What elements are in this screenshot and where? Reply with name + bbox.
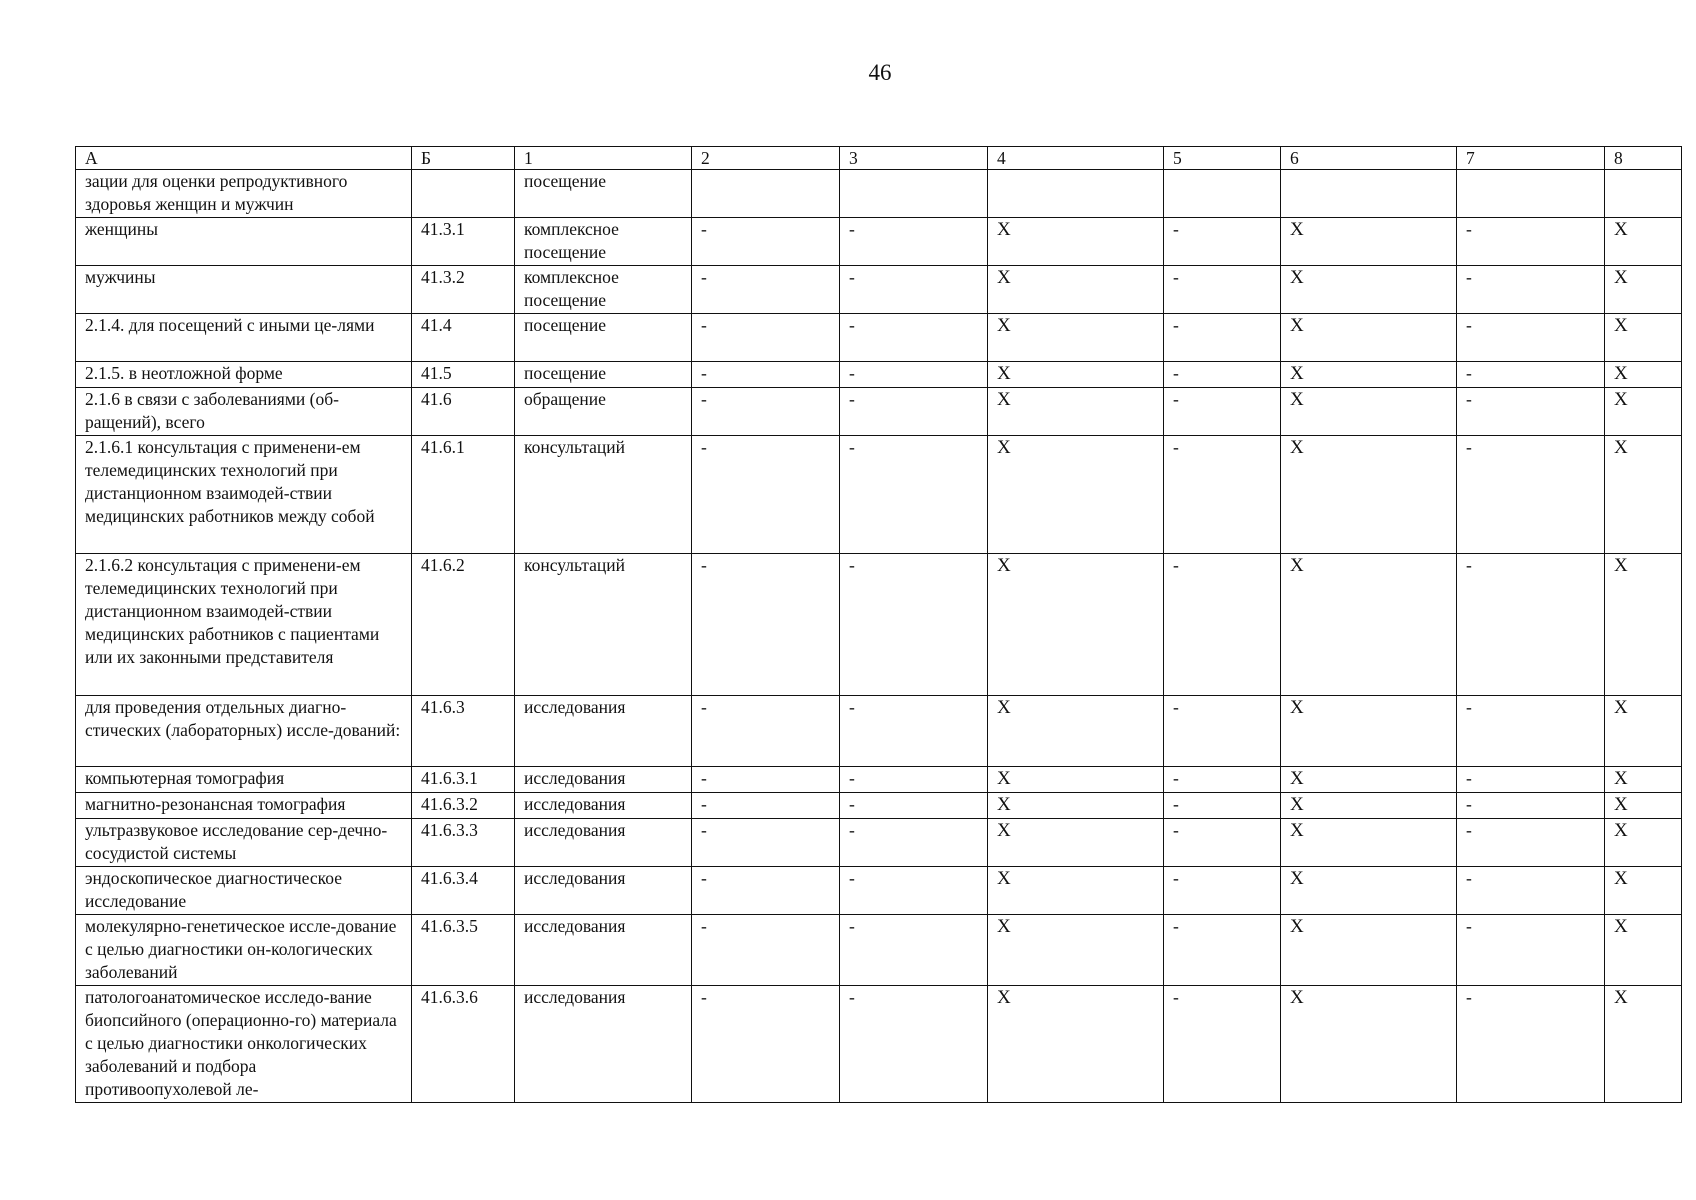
cell-col-7: - bbox=[1457, 767, 1605, 793]
cell-col-6: X bbox=[1281, 218, 1457, 266]
table-row bbox=[76, 986, 1682, 1103]
cell-col-3: - bbox=[840, 767, 988, 793]
cell-col-8: X bbox=[1605, 767, 1682, 793]
cell-col-4: X bbox=[988, 314, 1164, 362]
cell-col-8: X bbox=[1605, 915, 1682, 986]
column-header-2: 2 bbox=[692, 147, 840, 170]
cell-col-5: - bbox=[1164, 314, 1281, 362]
cell-col-6: X bbox=[1281, 388, 1457, 436]
cell-col-8: X bbox=[1605, 388, 1682, 436]
column-header-6: 6 bbox=[1281, 147, 1457, 170]
row-name: ультразвуковое исследование сер-дечно-сосудистой системы bbox=[76, 819, 412, 867]
row-code: 41.4 bbox=[412, 314, 515, 362]
cell-col-5: - bbox=[1164, 218, 1281, 266]
cell-col-5: - bbox=[1164, 362, 1281, 388]
cell-col-2: - bbox=[692, 867, 840, 915]
table-row bbox=[76, 819, 1682, 867]
cell-col-2: - bbox=[692, 986, 840, 1103]
cell-col-4: X bbox=[988, 819, 1164, 867]
row-name: зации для оценки репродуктивного здоровья женщин и мужчин bbox=[76, 170, 412, 218]
row-unit: исследования bbox=[515, 696, 692, 767]
cell-col-8: X bbox=[1605, 793, 1682, 819]
cell-col-6: X bbox=[1281, 867, 1457, 915]
cell-col-4: X bbox=[988, 793, 1164, 819]
cell-col-3: - bbox=[840, 388, 988, 436]
column-header-1: 1 bbox=[515, 147, 692, 170]
cell-col-5: - bbox=[1164, 986, 1281, 1103]
cell-col-7: - bbox=[1457, 554, 1605, 696]
cell-col-7: - bbox=[1457, 388, 1605, 436]
cell-col-2: - bbox=[692, 266, 840, 314]
cell-col-3: - bbox=[840, 218, 988, 266]
cell-col-7: - bbox=[1457, 819, 1605, 867]
cell-col-5: - bbox=[1164, 867, 1281, 915]
cell-col-5: - bbox=[1164, 436, 1281, 554]
column-header-8: 8 bbox=[1605, 147, 1682, 170]
table-row bbox=[76, 867, 1682, 915]
row-unit: комплексное посещение bbox=[515, 218, 692, 266]
cell-col-3: - bbox=[840, 696, 988, 767]
table-row bbox=[76, 266, 1682, 314]
cell-col-4: X bbox=[988, 915, 1164, 986]
cell-col-4: X bbox=[988, 554, 1164, 696]
row-name: мужчины bbox=[76, 266, 412, 314]
row-code: 41.6.3.2 bbox=[412, 793, 515, 819]
row-name: 2.1.5. в неотложной форме bbox=[76, 362, 412, 388]
table-row bbox=[76, 436, 1682, 554]
row-code: 41.6.3.3 bbox=[412, 819, 515, 867]
row-code: 41.6 bbox=[412, 388, 515, 436]
cell-col-5: - bbox=[1164, 696, 1281, 767]
table-row bbox=[76, 388, 1682, 436]
row-code: 41.6.3.4 bbox=[412, 867, 515, 915]
cell-col-2: - bbox=[692, 696, 840, 767]
cell-col-7: - bbox=[1457, 915, 1605, 986]
cell-col-2: - bbox=[692, 819, 840, 867]
table-row bbox=[76, 170, 1682, 218]
row-name: 2.1.4. для посещений с иными це-лями bbox=[76, 314, 412, 362]
column-header-3: 3 bbox=[840, 147, 988, 170]
cell-col-6 bbox=[1281, 170, 1457, 218]
cell-col-8: X bbox=[1605, 867, 1682, 915]
cell-col-8: X bbox=[1605, 362, 1682, 388]
cell-col-4: X bbox=[988, 986, 1164, 1103]
cell-col-3: - bbox=[840, 793, 988, 819]
row-code: 41.3.2 bbox=[412, 266, 515, 314]
cell-col-3: - bbox=[840, 266, 988, 314]
cell-col-5: - bbox=[1164, 793, 1281, 819]
cell-col-8: X bbox=[1605, 436, 1682, 554]
cell-col-6: X bbox=[1281, 554, 1457, 696]
cell-col-6: X bbox=[1281, 986, 1457, 1103]
row-code: 41.5 bbox=[412, 362, 515, 388]
row-code: 41.3.1 bbox=[412, 218, 515, 266]
cell-col-5: - bbox=[1164, 819, 1281, 867]
cell-col-6: X bbox=[1281, 436, 1457, 554]
cell-col-6: X bbox=[1281, 696, 1457, 767]
row-name: 2.1.6.1 консультация с применени-ем телемедицинских технологий при дистанционном взаимодей-ствии медицинских работников между собой bbox=[76, 436, 412, 554]
row-name: патологоанатомическое исследо-вание биопсийного (операционно-го) материала с целью диагностики онкологических заболеваний и подбора противоопухолевой ле- bbox=[76, 986, 412, 1103]
row-name: 2.1.6 в связи с заболеваниями (об-ращений), всего bbox=[76, 388, 412, 436]
row-unit: посещение bbox=[515, 314, 692, 362]
cell-col-8: X bbox=[1605, 819, 1682, 867]
cell-col-7: - bbox=[1457, 218, 1605, 266]
cell-col-4: X bbox=[988, 767, 1164, 793]
cell-col-3: - bbox=[840, 554, 988, 696]
row-code bbox=[412, 170, 515, 218]
cell-col-5: - bbox=[1164, 266, 1281, 314]
header-row bbox=[76, 147, 1682, 170]
cell-col-4: X bbox=[988, 867, 1164, 915]
cell-col-3: - bbox=[840, 436, 988, 554]
row-code: 41.6.1 bbox=[412, 436, 515, 554]
cell-col-7: - bbox=[1457, 793, 1605, 819]
cell-col-7: - bbox=[1457, 362, 1605, 388]
cell-col-7: - bbox=[1457, 986, 1605, 1103]
cell-col-8: X bbox=[1605, 314, 1682, 362]
table-row bbox=[76, 218, 1682, 266]
cell-col-3: - bbox=[840, 986, 988, 1103]
cell-col-5: - bbox=[1164, 767, 1281, 793]
table-row bbox=[76, 314, 1682, 362]
row-unit: посещение bbox=[515, 362, 692, 388]
row-unit: исследования bbox=[515, 767, 692, 793]
cell-col-7: - bbox=[1457, 436, 1605, 554]
cell-col-2: - bbox=[692, 554, 840, 696]
column-header-7: 7 bbox=[1457, 147, 1605, 170]
data-table bbox=[75, 146, 1682, 1103]
row-unit: исследования bbox=[515, 915, 692, 986]
table-body bbox=[76, 170, 1682, 1103]
cell-col-2: - bbox=[692, 793, 840, 819]
cell-col-3: - bbox=[840, 362, 988, 388]
cell-col-7 bbox=[1457, 170, 1605, 218]
row-code: 41.6.3.1 bbox=[412, 767, 515, 793]
cell-col-8: X bbox=[1605, 986, 1682, 1103]
row-code: 41.6.3 bbox=[412, 696, 515, 767]
cell-col-4: X bbox=[988, 436, 1164, 554]
cell-col-2: - bbox=[692, 218, 840, 266]
column-header-5: 5 bbox=[1164, 147, 1281, 170]
row-unit: исследования bbox=[515, 867, 692, 915]
cell-col-4: X bbox=[988, 266, 1164, 314]
cell-col-3: - bbox=[840, 867, 988, 915]
cell-col-4: X bbox=[988, 388, 1164, 436]
table-row bbox=[76, 793, 1682, 819]
cell-col-6: X bbox=[1281, 767, 1457, 793]
row-name: компьютерная томография bbox=[76, 767, 412, 793]
cell-col-3: - bbox=[840, 819, 988, 867]
cell-col-3: - bbox=[840, 314, 988, 362]
row-unit: исследования bbox=[515, 986, 692, 1103]
cell-col-2: - bbox=[692, 314, 840, 362]
cell-col-4 bbox=[988, 170, 1164, 218]
cell-col-8 bbox=[1605, 170, 1682, 218]
cell-col-4: X bbox=[988, 362, 1164, 388]
cell-col-6: X bbox=[1281, 793, 1457, 819]
cell-col-8: X bbox=[1605, 696, 1682, 767]
row-unit: исследования bbox=[515, 819, 692, 867]
cell-col-6: X bbox=[1281, 362, 1457, 388]
cell-col-4: X bbox=[988, 218, 1164, 266]
row-code: 41.6.3.6 bbox=[412, 986, 515, 1103]
table-row bbox=[76, 554, 1682, 696]
cell-col-8: X bbox=[1605, 266, 1682, 314]
row-unit: консультаций bbox=[515, 554, 692, 696]
cell-col-5 bbox=[1164, 170, 1281, 218]
cell-col-2: - bbox=[692, 362, 840, 388]
cell-col-6: X bbox=[1281, 819, 1457, 867]
column-header-b: Б bbox=[412, 147, 515, 170]
cell-col-7: - bbox=[1457, 696, 1605, 767]
cell-col-2: - bbox=[692, 436, 840, 554]
cell-col-2 bbox=[692, 170, 840, 218]
cell-col-5: - bbox=[1164, 915, 1281, 986]
row-name: эндоскопическое диагностическое исследование bbox=[76, 867, 412, 915]
cell-col-7: - bbox=[1457, 867, 1605, 915]
cell-col-8: X bbox=[1605, 554, 1682, 696]
cell-col-5: - bbox=[1164, 388, 1281, 436]
table-row bbox=[76, 362, 1682, 388]
table-row bbox=[76, 767, 1682, 793]
cell-col-6: X bbox=[1281, 915, 1457, 986]
cell-col-7: - bbox=[1457, 266, 1605, 314]
row-code: 41.6.3.5 bbox=[412, 915, 515, 986]
page-number: 46 bbox=[868, 60, 892, 85]
row-unit: исследования bbox=[515, 793, 692, 819]
cell-col-3 bbox=[840, 170, 988, 218]
cell-col-3: - bbox=[840, 915, 988, 986]
column-header-a: А bbox=[76, 147, 412, 170]
row-name: магнитно-резонансная томография bbox=[76, 793, 412, 819]
table-row bbox=[76, 696, 1682, 767]
row-unit: комплексное посещение bbox=[515, 266, 692, 314]
row-name: 2.1.6.2 консультация с применени-ем телемедицинских технологий при дистанционном взаимодей-ствии медицинских работников с пациентами или их законными представителя bbox=[76, 554, 412, 696]
cell-col-6: X bbox=[1281, 266, 1457, 314]
column-header-4: 4 bbox=[988, 147, 1164, 170]
cell-col-2: - bbox=[692, 915, 840, 986]
cell-col-5: - bbox=[1164, 554, 1281, 696]
row-unit: посещение bbox=[515, 170, 692, 218]
table-row bbox=[76, 915, 1682, 986]
row-unit: обращение bbox=[515, 388, 692, 436]
row-name: женщины bbox=[76, 218, 412, 266]
cell-col-2: - bbox=[692, 767, 840, 793]
row-unit: консультаций bbox=[515, 436, 692, 554]
row-name: молекулярно-генетическое иссле-дование с целью диагностики он-кологических заболеваний bbox=[76, 915, 412, 986]
cell-col-4: X bbox=[988, 696, 1164, 767]
row-code: 41.6.2 bbox=[412, 554, 515, 696]
cell-col-8: X bbox=[1605, 218, 1682, 266]
cell-col-6: X bbox=[1281, 314, 1457, 362]
cell-col-7: - bbox=[1457, 314, 1605, 362]
row-name: для проведения отдельных диагно-стических (лабораторных) иссле-дований: bbox=[76, 696, 412, 767]
cell-col-2: - bbox=[692, 388, 840, 436]
